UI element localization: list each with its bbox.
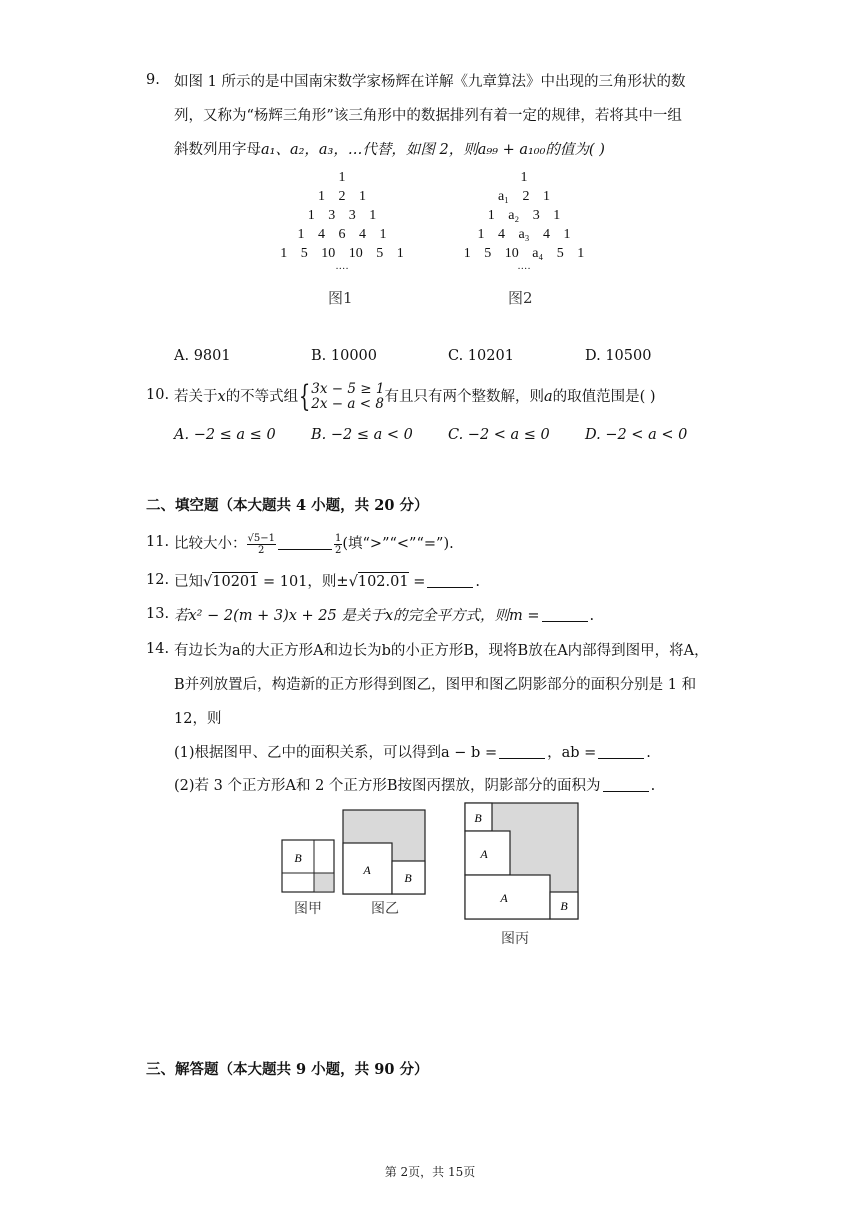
q14-sub-1-text: . bbox=[646, 745, 651, 761]
figure-jia bbox=[282, 840, 334, 917]
q10-number: 10. bbox=[146, 387, 170, 403]
section-2-heading: 二、填空题（本大题共 4 小题，共 20 分） bbox=[146, 497, 429, 514]
q9-number: 9. bbox=[146, 72, 160, 88]
fig2-caption: 图2 bbox=[508, 289, 533, 307]
label-a: A bbox=[363, 863, 371, 877]
q14-sub-2 bbox=[174, 776, 655, 796]
q11-stem bbox=[174, 527, 454, 561]
q9-line-1: 如图 1 所示的是中国南宋数学家杨辉在详解《九章算法》中出现的三角形状的数 bbox=[174, 74, 686, 90]
q12-number: 12. bbox=[146, 572, 170, 588]
q13-text: 若x² − 2(m + 3)x + 25 是关于x的完全平方式，则m = bbox=[174, 608, 540, 624]
yanghui-triangle-fig1 bbox=[262, 170, 422, 290]
figure-yi-caption: 图乙 bbox=[371, 901, 399, 917]
q9-option-c[interactable]: C. 10201 bbox=[448, 348, 514, 364]
q9-line-2: 列，又称为“杨辉三角形”该三角形中的数据排列有着一定的规律，若将其中一组 bbox=[174, 108, 682, 124]
label-a: A bbox=[480, 847, 488, 861]
q14-sub-1 bbox=[174, 743, 651, 763]
triangle-row: 1 2 1 bbox=[318, 189, 366, 204]
triangle-row: 1 bbox=[520, 170, 528, 185]
figure-bing-caption: 图丙 bbox=[501, 931, 529, 947]
radicand: 10201 bbox=[212, 574, 259, 590]
q9-option-a[interactable]: A. 9801 bbox=[174, 348, 231, 364]
q14-line-3: 12，则 bbox=[174, 711, 222, 727]
radical-sign: √ bbox=[348, 574, 358, 590]
q14-line-2: B并列放置后，构造新的正方形得到图乙，图甲和图乙阴影部分的面积分别是 1 和 bbox=[174, 677, 697, 693]
triangle-row: 1 a₂ 3 1 bbox=[487, 208, 561, 223]
radicand: 102.01 bbox=[357, 574, 409, 590]
q10-var-x: x bbox=[217, 389, 226, 405]
q11-answer-blank[interactable] bbox=[278, 535, 332, 550]
triangle-row: 1 bbox=[338, 170, 346, 185]
q14-sub-1-text: ，ab = bbox=[547, 745, 597, 761]
inequality-1: 3x − 5 ≥ 1 bbox=[311, 381, 385, 397]
triangle-row: 1 4 a₃ 4 1 bbox=[477, 227, 571, 242]
q11-text: 比较大小： bbox=[174, 536, 247, 552]
q10-text: 的取值范围是( ) bbox=[552, 389, 656, 405]
q10-option-b[interactable]: B. −2 ≤ a < 0 bbox=[311, 427, 413, 443]
inequality-2: 2x − a < 8 bbox=[311, 396, 384, 412]
q14-sub-2-text: . bbox=[650, 778, 656, 794]
label-a: A bbox=[500, 891, 508, 905]
q13-answer-blank[interactable] bbox=[542, 607, 588, 622]
q14-number: 14. bbox=[146, 641, 170, 657]
triangle-row: ···· bbox=[517, 264, 531, 275]
label-b: B bbox=[404, 871, 412, 885]
fraction-numerator: √5−1 bbox=[247, 532, 275, 544]
q14-shaded-area-blank[interactable] bbox=[603, 777, 649, 792]
q13-text: . bbox=[589, 608, 595, 624]
triangle-row: a₁ 2 1 bbox=[497, 189, 551, 204]
fraction-denominator: 2 bbox=[258, 544, 265, 556]
q13-stem bbox=[174, 606, 594, 626]
q12-answer-blank[interactable] bbox=[427, 573, 473, 588]
q10-option-d[interactable]: D. −2 < a < 0 bbox=[585, 427, 688, 443]
triangle-row: ···· bbox=[335, 264, 349, 275]
triangle-row: 1 5 10 a₄ 5 1 bbox=[463, 246, 585, 261]
q12-text: = bbox=[408, 574, 426, 590]
q14-a-minus-b-blank[interactable] bbox=[499, 744, 545, 759]
inequality-system bbox=[311, 382, 384, 412]
fraction-sqrt5-minus-1-over-2 bbox=[247, 533, 276, 556]
q11-text: (填“>”“<”“=”). bbox=[342, 536, 454, 552]
q12-text: 已知 bbox=[174, 574, 203, 590]
q9-option-d[interactable]: D. 10500 bbox=[585, 348, 652, 364]
q10-var-a: a bbox=[543, 389, 553, 405]
label-b: B bbox=[294, 851, 302, 865]
square-figures bbox=[270, 800, 590, 955]
q10-text: 的不等式组 bbox=[225, 389, 299, 405]
q12-text: = 101，则± bbox=[258, 574, 349, 590]
q14-sub-2-text: (2)若 3 个正方形A和 2 个正方形B按图丙摆放，阴影部分的面积为 bbox=[174, 778, 601, 794]
fig1-caption: 图1 bbox=[328, 289, 353, 307]
fraction-denominator: 2 bbox=[334, 544, 342, 556]
label-b: B bbox=[474, 811, 482, 825]
q9-line-3-text: 斜数列用字母 bbox=[174, 142, 261, 158]
q10-option-c[interactable]: C. −2 < a ≤ 0 bbox=[448, 427, 550, 443]
q11-number: 11. bbox=[146, 534, 170, 550]
q9-line-3-math: a₁、a₂，a₃，…代替，如图 2，则a₉₉ + a₁₀₀的值为( ) bbox=[261, 142, 605, 158]
figure-bing bbox=[465, 803, 578, 947]
q10-stem bbox=[174, 378, 656, 416]
q14-line-1: 有边长为a的大正方形A和边长为b的小正方形B，现将B放在A内部得到图甲，将A， bbox=[174, 643, 709, 659]
q9-option-b[interactable]: B. 10000 bbox=[311, 348, 378, 364]
radical-sign: √ bbox=[203, 574, 213, 590]
inequality-brace: { bbox=[299, 379, 311, 414]
figure-jia-caption: 图甲 bbox=[294, 901, 322, 917]
q10-option-a[interactable]: A. −2 ≤ a ≤ 0 bbox=[174, 427, 276, 443]
section-3-heading: 三、解答题（本大题共 9 小题，共 90 分） bbox=[146, 1061, 429, 1078]
q14-sub-1-text: (1)根据图甲、乙中的面积关系，可以得到a − b = bbox=[174, 745, 498, 761]
figure-yi bbox=[343, 810, 425, 917]
label-b: B bbox=[560, 899, 568, 913]
q10-text: 若关于 bbox=[174, 389, 218, 405]
yanghui-triangle-fig2 bbox=[440, 170, 608, 290]
fraction-numerator: 1 bbox=[334, 532, 342, 544]
q9-line-3 bbox=[174, 140, 605, 160]
triangle-row: 1 5 10 10 5 1 bbox=[280, 246, 404, 261]
triangle-row: 1 4 6 4 1 bbox=[297, 227, 387, 242]
triangle-row: 1 3 3 1 bbox=[307, 208, 377, 223]
page-footer: 第 2页，共 15页 bbox=[384, 1165, 476, 1179]
q14-ab-blank[interactable] bbox=[598, 744, 644, 759]
q10-text: 有且只有两个整数解，则 bbox=[384, 389, 544, 405]
q12-text: . bbox=[475, 574, 480, 590]
q13-number: 13. bbox=[146, 606, 170, 622]
q12-stem bbox=[174, 572, 480, 592]
